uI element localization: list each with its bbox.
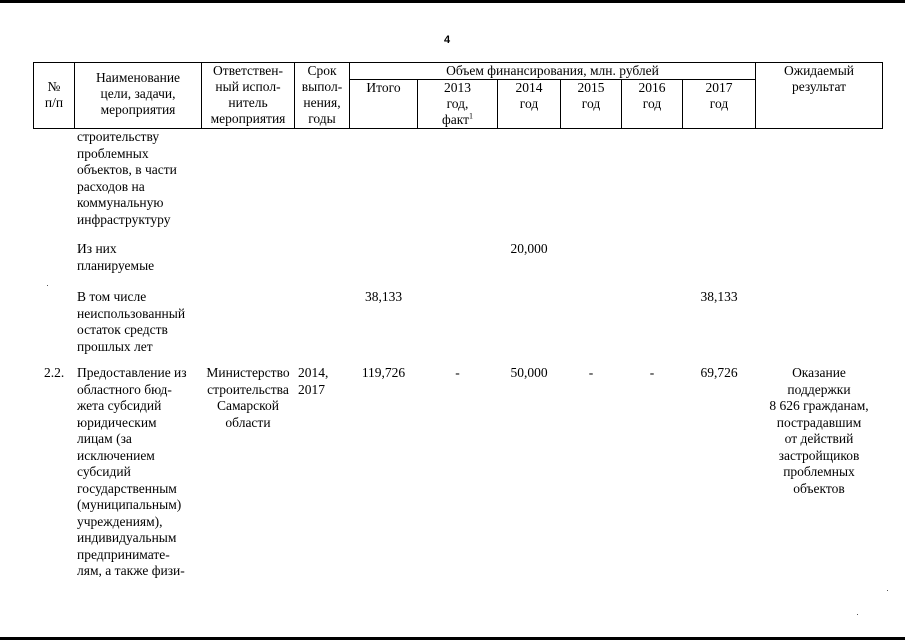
- header-year-2016: 2016 год: [638, 80, 666, 111]
- scan-speck: [857, 614, 858, 615]
- row-2-total: 38,133: [364, 289, 403, 304]
- scan-speck: [47, 285, 48, 286]
- header-year-2017: 2017 год: [705, 80, 733, 111]
- header-total: Итого: [366, 80, 401, 95]
- header-name: Наименование цели, задачи, мероприятия: [95, 70, 181, 117]
- header-year-2015: 2015 год: [577, 80, 605, 111]
- header-vline-11: [882, 62, 883, 129]
- header-responsible: Ответствен- ный испол- нитель мероприятия: [210, 63, 286, 126]
- footnote-mark: 1: [469, 111, 474, 121]
- row-3-num: 2.2.: [44, 365, 65, 380]
- row-3-y2016: -: [649, 365, 655, 380]
- page-number: 4: [444, 34, 451, 46]
- row-0-name: строительству проблемных объектов, в части расходов на коммунальную инфраструктуру: [77, 129, 177, 227]
- row-3-responsible: Министерство строительства Самарской области: [206, 365, 290, 430]
- row-2-name: В том числе неиспользованный остаток средств прошлых лет: [77, 289, 186, 354]
- header-term: Срок выпол- нения, годы: [301, 63, 343, 126]
- row-1-name: Из них планируемые: [77, 241, 155, 273]
- row-2-y2017: 38,133: [700, 289, 738, 304]
- row-3-y2013: -: [455, 365, 460, 380]
- header-year-2013: [418, 80, 497, 128]
- row-3-name: Предоставление из областного бюд- жета субсидий юридическим лицам (за исключением субсидий государственным (муниципальным) учреждениям), индивидуальным предпринимате- лям, а также физи-: [77, 365, 187, 578]
- row-3-y2017: 69,726: [700, 365, 738, 380]
- header-year-2013-text: 2013 год, факт: [441, 80, 471, 127]
- row-3-total: 119,726: [361, 365, 406, 380]
- header-result: Ожидаемый результат: [784, 63, 854, 94]
- header-num: № п/п: [44, 79, 64, 110]
- row-3-y2015: -: [588, 365, 594, 380]
- header-year-2014: 2014 год: [515, 80, 543, 111]
- row-3-y2014: 50,000: [510, 365, 548, 380]
- top-border: [0, 0, 905, 3]
- row-1-y2014: 20,000: [510, 241, 548, 256]
- row-3-result: Оказание поддержки 8 626 гражданам, пострадавшим от действий застройщиков проблемных объектов: [769, 365, 869, 496]
- scan-speck: [887, 590, 888, 591]
- row-3-term: 2014, 2017: [298, 365, 329, 397]
- header-financing: Объем финансирования, млн. рублей: [446, 63, 659, 78]
